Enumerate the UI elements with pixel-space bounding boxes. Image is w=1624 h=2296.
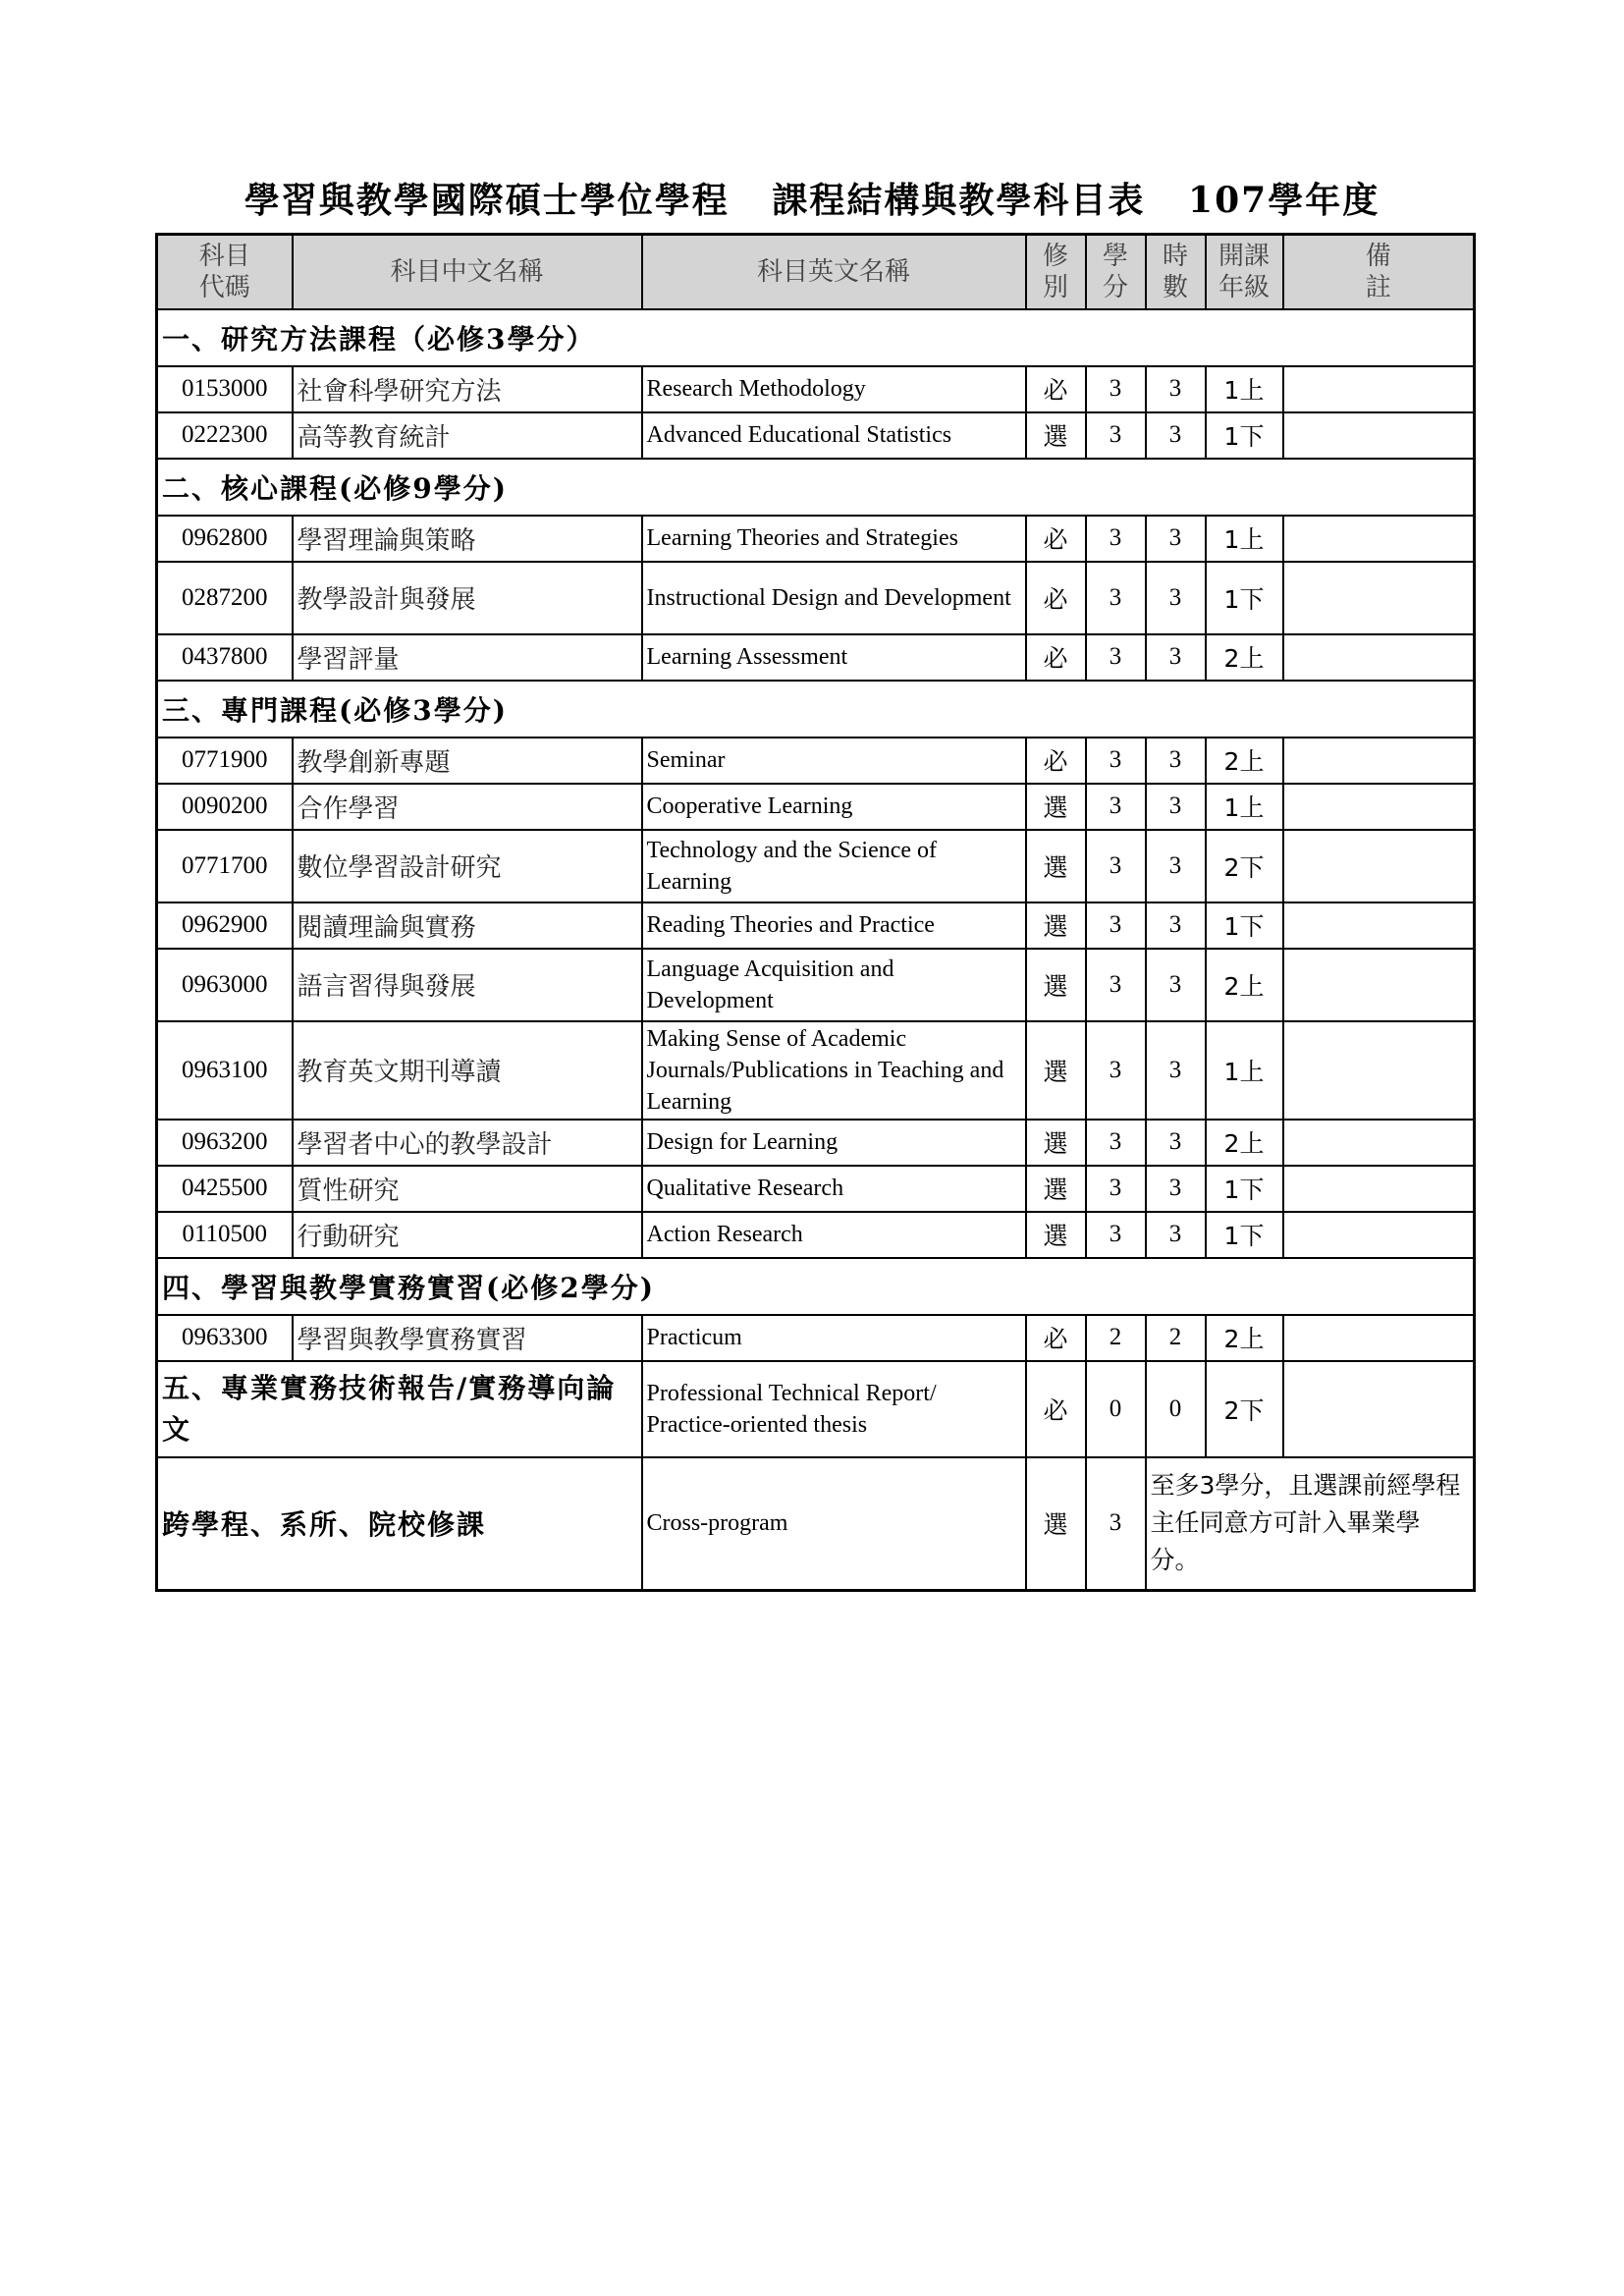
- title-year: 107學年度: [1188, 180, 1380, 221]
- course-en-name: Learning Theories and Strategies: [642, 516, 1026, 562]
- course-zh-name: 數位學習設計研究: [293, 830, 642, 902]
- course-note: [1283, 1021, 1475, 1120]
- course-note: [1283, 562, 1475, 634]
- report-note: [1283, 1361, 1475, 1457]
- course-en-name: Action Research: [642, 1212, 1026, 1258]
- course-type: 選: [1026, 1021, 1086, 1120]
- course-credits: 3: [1086, 1120, 1146, 1166]
- table-row: [157, 949, 1475, 1021]
- course-zh-name: 學習與教學實務實習: [293, 1315, 642, 1361]
- table-row: [157, 366, 1475, 412]
- course-credits: 3: [1086, 1212, 1146, 1258]
- course-code: 0962900: [157, 902, 293, 949]
- course-en-name: Practicum: [642, 1315, 1026, 1361]
- table-row: [157, 1315, 1475, 1361]
- course-en-name: Language Acquisition and Development: [642, 949, 1026, 1021]
- course-type: 選: [1026, 1212, 1086, 1258]
- course-en-name: Advanced Educational Statistics: [642, 412, 1026, 459]
- course-grade: 2上: [1206, 1315, 1283, 1361]
- course-grade: 1下: [1206, 412, 1283, 459]
- report-row: [157, 1361, 1475, 1457]
- course-credits: 3: [1086, 412, 1146, 459]
- course-grade: 1下: [1206, 902, 1283, 949]
- course-hours: 3: [1146, 516, 1206, 562]
- course-credits: 3: [1086, 1166, 1146, 1212]
- course-type: 選: [1026, 784, 1086, 830]
- course-credits: 2: [1086, 1315, 1146, 1361]
- section-label: 四、學習與教學實務實習(必修2學分): [157, 1258, 1475, 1315]
- section-label: 一、研究方法課程（必修3學分）: [157, 309, 1475, 366]
- course-credits: 3: [1086, 784, 1146, 830]
- course-type: 必: [1026, 562, 1086, 634]
- course-en-name: Technology and the Science of Learning: [642, 830, 1026, 902]
- course-hours: 3: [1146, 412, 1206, 459]
- course-grade: 1上: [1206, 1021, 1283, 1120]
- course-zh-name: 學習者中心的教學設計: [293, 1120, 642, 1166]
- course-hours: 3: [1146, 902, 1206, 949]
- course-en-name: Learning Assessment: [642, 634, 1026, 681]
- course-hours: 3: [1146, 1120, 1206, 1166]
- course-note: [1283, 516, 1475, 562]
- course-credits: 3: [1086, 516, 1146, 562]
- course-note: [1283, 830, 1475, 902]
- course-grade: 2下: [1206, 830, 1283, 902]
- section-label: 二、核心課程(必修9學分): [157, 459, 1475, 516]
- course-code: 0287200: [157, 562, 293, 634]
- course-code: 0962800: [157, 516, 293, 562]
- course-credits: 3: [1086, 949, 1146, 1021]
- course-en-name: Qualitative Research: [642, 1166, 1026, 1212]
- table-row: [157, 830, 1475, 902]
- section-row: [157, 681, 1475, 738]
- cross-program-label: 跨學程、系所、院校修課: [157, 1457, 642, 1591]
- header-grade: 開課 年級: [1206, 235, 1283, 309]
- course-credits: 3: [1086, 366, 1146, 412]
- course-note: [1283, 634, 1475, 681]
- course-note: [1283, 902, 1475, 949]
- course-grade: 1上: [1206, 516, 1283, 562]
- header-type: 修 別: [1026, 235, 1086, 309]
- report-type: 必: [1026, 1361, 1086, 1457]
- course-type: 必: [1026, 634, 1086, 681]
- header-credits: 學 分: [1086, 235, 1146, 309]
- course-hours: 3: [1146, 784, 1206, 830]
- section-row: [157, 459, 1475, 516]
- course-grade: 1上: [1206, 366, 1283, 412]
- course-zh-name: 學習理論與策略: [293, 516, 642, 562]
- course-type: 選: [1026, 830, 1086, 902]
- course-credits: 3: [1086, 634, 1146, 681]
- course-grade: 2上: [1206, 634, 1283, 681]
- table-row: [157, 738, 1475, 784]
- course-type: 必: [1026, 1315, 1086, 1361]
- course-table: [155, 233, 1476, 1592]
- course-code: 0153000: [157, 366, 293, 412]
- course-code: 0090200: [157, 784, 293, 830]
- table-row: [157, 784, 1475, 830]
- course-code: 0222300: [157, 412, 293, 459]
- table-row: [157, 1021, 1475, 1120]
- course-note: [1283, 366, 1475, 412]
- course-zh-name: 高等教育統計: [293, 412, 642, 459]
- course-en-name: Seminar: [642, 738, 1026, 784]
- course-en-name: Design for Learning: [642, 1120, 1026, 1166]
- course-code: 0437800: [157, 634, 293, 681]
- course-type: 必: [1026, 738, 1086, 784]
- title-program: 學習與教學國際碩士學位學程: [244, 180, 730, 221]
- course-code: 0110500: [157, 1212, 293, 1258]
- table-row: [157, 902, 1475, 949]
- course-hours: 3: [1146, 1166, 1206, 1212]
- course-code: 0963100: [157, 1021, 293, 1120]
- course-credits: 3: [1086, 1021, 1146, 1120]
- course-code: 0963000: [157, 949, 293, 1021]
- course-en-name: Research Methodology: [642, 366, 1026, 412]
- table-row: [157, 412, 1475, 459]
- cross-program-type: 選: [1026, 1457, 1086, 1591]
- course-hours: 3: [1146, 830, 1206, 902]
- course-code: 0771700: [157, 830, 293, 902]
- table-row: [157, 562, 1475, 634]
- table-row: [157, 1166, 1475, 1212]
- course-grade: 1下: [1206, 1212, 1283, 1258]
- course-note: [1283, 412, 1475, 459]
- course-hours: 3: [1146, 366, 1206, 412]
- section-row: [157, 1258, 1475, 1315]
- course-grade: 2上: [1206, 1120, 1283, 1166]
- course-credits: 3: [1086, 830, 1146, 902]
- course-code: 0963200: [157, 1120, 293, 1166]
- course-note: [1283, 738, 1475, 784]
- cross-program-en-name: Cross-program: [642, 1457, 1026, 1591]
- course-zh-name: 合作學習: [293, 784, 642, 830]
- course-note: [1283, 784, 1475, 830]
- course-hours: 3: [1146, 949, 1206, 1021]
- course-hours: 3: [1146, 634, 1206, 681]
- table-row: [157, 634, 1475, 681]
- section-row: [157, 309, 1475, 366]
- course-zh-name: 社會科學研究方法: [293, 366, 642, 412]
- cross-program-note: 至多3學分，且選課前經學程主任同意方可計入畢業學分。: [1146, 1457, 1475, 1591]
- report-label: 五、專業實務技術報告/實務導向論文: [157, 1361, 642, 1457]
- header-code: 科目 代碼: [157, 235, 293, 309]
- course-type: 選: [1026, 1166, 1086, 1212]
- cross-program-row: [157, 1457, 1475, 1591]
- course-note: [1283, 1120, 1475, 1166]
- report-en-name: Professional Technical Report/ Practice-oriented thesis: [642, 1361, 1026, 1457]
- course-zh-name: 語言習得與發展: [293, 949, 642, 1021]
- header-zh-name: 科目中文名稱: [293, 235, 642, 309]
- cross-program-credits: 3: [1086, 1457, 1146, 1591]
- report-grade: 2下: [1206, 1361, 1283, 1457]
- course-code: 0963300: [157, 1315, 293, 1361]
- course-type: 選: [1026, 1120, 1086, 1166]
- course-type: 選: [1026, 412, 1086, 459]
- course-grade: 2上: [1206, 738, 1283, 784]
- course-type: 必: [1026, 516, 1086, 562]
- course-code: 0771900: [157, 738, 293, 784]
- course-zh-name: 教學創新專題: [293, 738, 642, 784]
- course-grade: 1上: [1206, 784, 1283, 830]
- course-hours: 3: [1146, 562, 1206, 634]
- course-en-name: Making Sense of Academic Journals/Publications in Teaching and Learning: [642, 1021, 1026, 1120]
- course-grade: 1下: [1206, 562, 1283, 634]
- table-row: [157, 1120, 1475, 1166]
- course-zh-name: 質性研究: [293, 1166, 642, 1212]
- course-zh-name: 教學設計與發展: [293, 562, 642, 634]
- course-credits: 3: [1086, 902, 1146, 949]
- course-hours: 2: [1146, 1315, 1206, 1361]
- course-note: [1283, 1166, 1475, 1212]
- header-en-name: 科目英文名稱: [642, 235, 1026, 309]
- course-note: [1283, 1212, 1475, 1258]
- title-table: 課程結構與教學科目表: [772, 180, 1146, 221]
- course-credits: 3: [1086, 738, 1146, 784]
- page-title: [0, 173, 1624, 223]
- header-note: 備 註: [1283, 235, 1475, 309]
- header-hours: 時 數: [1146, 235, 1206, 309]
- course-hours: 3: [1146, 1212, 1206, 1258]
- course-note: [1283, 1315, 1475, 1361]
- course-en-name: Instructional Design and Development: [642, 562, 1026, 634]
- course-en-name: Cooperative Learning: [642, 784, 1026, 830]
- course-note: [1283, 949, 1475, 1021]
- course-zh-name: 學習評量: [293, 634, 642, 681]
- course-zh-name: 教育英文期刊導讀: [293, 1021, 642, 1120]
- report-hours: 0: [1146, 1361, 1206, 1457]
- course-type: 選: [1026, 949, 1086, 1021]
- section-label: 三、專門課程(必修3學分): [157, 681, 1475, 738]
- report-credits: 0: [1086, 1361, 1146, 1457]
- course-credits: 3: [1086, 562, 1146, 634]
- course-hours: 3: [1146, 1021, 1206, 1120]
- course-hours: 3: [1146, 738, 1206, 784]
- course-zh-name: 閱讀理論與實務: [293, 902, 642, 949]
- course-code: 0425500: [157, 1166, 293, 1212]
- course-grade: 2上: [1206, 949, 1283, 1021]
- table-row: [157, 1212, 1475, 1258]
- header-row: [157, 235, 1475, 309]
- course-zh-name: 行動研究: [293, 1212, 642, 1258]
- course-type: 必: [1026, 366, 1086, 412]
- course-en-name: Reading Theories and Practice: [642, 902, 1026, 949]
- course-type: 選: [1026, 902, 1086, 949]
- course-grade: 1下: [1206, 1166, 1283, 1212]
- table-row: [157, 516, 1475, 562]
